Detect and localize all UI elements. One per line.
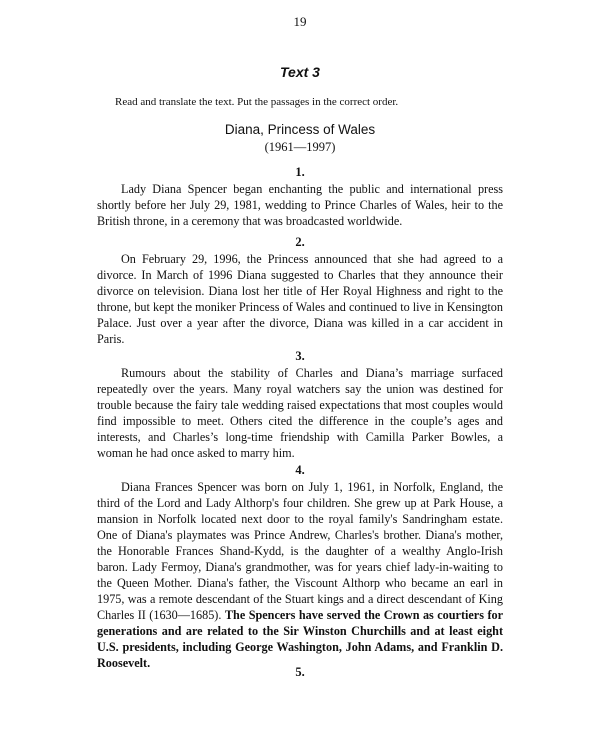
text-heading: Text 3 [280,64,320,80]
page-number: 19 [293,14,307,29]
passage-3 [97,348,503,461]
passage-1 [97,164,503,229]
passage-text: Rumours about the stability of Charles and Diana’s marriage surfaced repeatedly over the years. Many royal watchers say the union was destined for trouble because the fairy tale wedding raised expectations that most couples would find impossible to meet. Others cited the difference in the couple’s ages and interests, and Charles’s long-time friendship with Camilla Parker Bowles, a woman he had once asked to marry him. [97,366,503,460]
instruction: Read and translate the text. Put the passages in the correct order. [115,96,399,108]
passage-number: 2. [295,235,305,249]
passage-number: 1. [295,165,305,179]
passage-number: 5. [295,665,305,679]
passage-4 [97,462,503,671]
life-years: (1961—1997) [264,140,336,154]
passage-text: Lady Diana Spencer began enchanting the public and international press shortly before her July 29, 1981, wedding to Prince Charles of Wales, heir to the British throne, in a ceremony that was broadcasted worldwide. [97,182,503,228]
passage-5 [97,664,503,681]
passage-number: 3. [295,349,305,363]
document-title: Diana, Princess of Wales [224,122,376,137]
passage-text: On February 29, 1996, the Princess announced that she had agreed to a divorce. In March of 1996 Diana suggested to Charles that they announce their divorce on television. Diana lost her title of Her Royal Highness and right to the throne, but kept the moniker Princess of Wales and continued to live in Kensington Palace. Just over a year after the divorce, Diana was killed in a car accident in Paris. [97,252,503,346]
passage-text-regular: Diana Frances Spencer was born on July 1, 1961, in Norfolk, England, the third of the Lord and Lady Althorp's four children. She grew up at Park House, a mansion in Norfolk located next door to the royal family's Sandringham estate. One of Diana's playmates was Prince Andrew, Charles's brother. Diana's mother, the Honorable Frances Shand-Kydd, is the daughter of a wealthy Anglo-Irish baron. Lady Fermoy, Diana's grandmother, was for years chief lady-in-waiting to the Queen Mother. Diana's father, the Viscount Althorp who became an earl in 1975, was a remote descendant of the Stuart kings and a direct descendant of King Charles II (1630—1685). [97,480,503,622]
passage-2 [97,234,503,347]
passage-number: 4. [295,463,305,477]
passage-text-bold: The Spencers have served the Crown as courtiers for generations and are related to the Sir Winston Churchills and at least eight U.S. presidents, including George Washington, John Adams, and Franklin D. Roosevelt. [97,608,504,670]
passage-text [97,479,503,671]
